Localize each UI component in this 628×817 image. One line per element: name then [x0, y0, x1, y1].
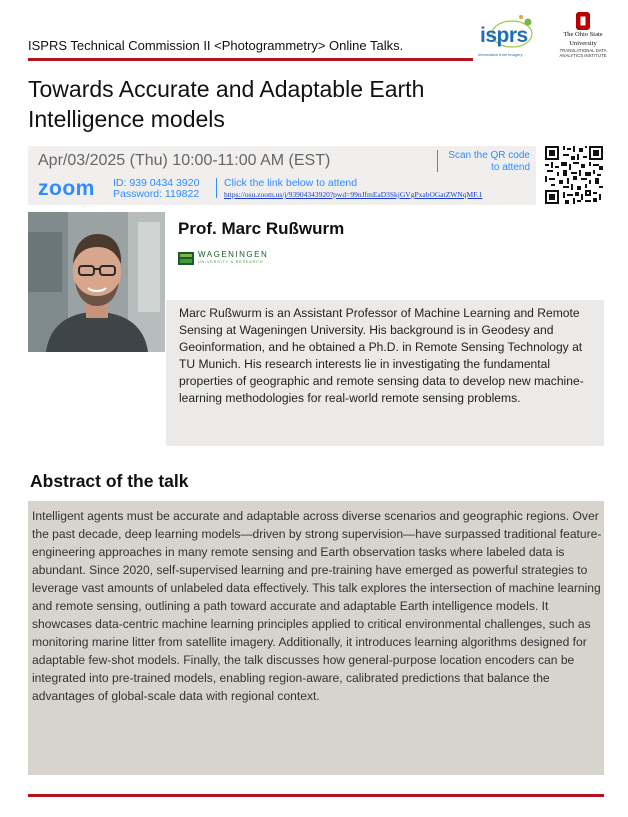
isprs-logo-text: isprs: [480, 24, 528, 47]
qr-divider: [437, 150, 438, 172]
abstract-heading: Abstract of the talk: [30, 471, 189, 491]
osu-institute-line1: TRANSLATIONAL DATA: [559, 48, 607, 53]
isprs-logo-tagline: Information from imagery: [478, 52, 523, 57]
speaker-photo: [28, 212, 165, 352]
click-prompt: Click the link below to attend: [224, 177, 358, 189]
osu-block-o-icon: [576, 12, 590, 30]
zoom-logo: zoom: [38, 177, 95, 200]
meeting-password: Password: 119822: [113, 188, 200, 200]
isprs-logo: [472, 12, 544, 64]
wageningen-sub: UNIVERSITY & RESEARCH: [198, 260, 264, 264]
footer-divider: [28, 794, 604, 797]
osu-logo: [553, 12, 613, 70]
wageningen-name: WAGENINGEN: [198, 250, 269, 259]
wageningen-emblem-icon: [178, 248, 196, 268]
meeting-id: ID: 939 0434 3920: [113, 177, 200, 189]
qr-prompt: [442, 150, 530, 174]
qr-code-icon[interactable]: [545, 146, 603, 204]
speaker-bio: Marc Rußwurm is an Assistant Professor of Machine Learning and Remote Sensing at Wageningen University. His background is in Geodesy and Geoinformation, and he obtained a Ph.D. in Remote Sensing Technology at TU Munich. His research interests lie in investigating the fundamental properties of geographic and remote sensing data to develop new machine-learning methodologies for real-world remote sensing problems.: [179, 306, 584, 405]
zoom-meeting-link[interactable]: https://osu.zoom.us/j/93904343920?pwd=99nJfmEaD3SkjGVgPxabOGatZWNqMF.1: [224, 190, 483, 199]
qr-prompt-line1: Scan the QR code: [448, 150, 530, 161]
series-title: ISPRS Technical Commission II <Photogrammetry> Online Talks.: [28, 38, 404, 53]
meeting-credentials: [113, 178, 199, 200]
osu-name-line1: The Ohio State: [563, 31, 603, 38]
info-divider: [216, 178, 217, 198]
header-divider: [28, 58, 473, 61]
wageningen-logo: [178, 248, 288, 268]
speaker-name: Prof. Marc Rußwurm: [178, 219, 345, 238]
abstract-body: Intelligent agents must be accurate and adaptable across diverse scenarios and geographic regions. Over the past decade, deep learning models—driven by strong supervision—have surpassed traditional feature-engineering approaches in many remote sensing and Earth observation tasks where labeled data is abundant. Since 2020, self-supervised learning and pre-training have emerged as powerful strategies to leverage vast amounts of unlabeled data effectively. This talk explores the intersection of machine learning and remote sensing, outlining a path toward accurate and adaptable Earth intelligence models. It showcases data-centric machine learning principles applied to critical environmental challenges, such as monitoring marine litter from satellite imagery. Additionally, it introduces learning algorithms designed for adaptable few-shot models. Finally, the talk discusses how general-purpose location encoders can be integrated into pre-trained models, enabling region-aware, calibrated predictions that balance the advantages of global-scale data with regional context.: [32, 509, 602, 703]
talk-datetime: Apr/03/2025 (Thu) 10:00-11:00 AM (EST): [38, 152, 331, 169]
qr-prompt-line2: to attend: [491, 162, 530, 173]
talk-title: Towards Accurate and Adaptable Earth Intelligence models: [28, 76, 425, 132]
osu-institute-line2: ANALYTICS INSTITUTE: [559, 53, 607, 58]
speaker-portrait-icon: [28, 212, 165, 352]
osu-name-line2: University: [569, 40, 597, 47]
